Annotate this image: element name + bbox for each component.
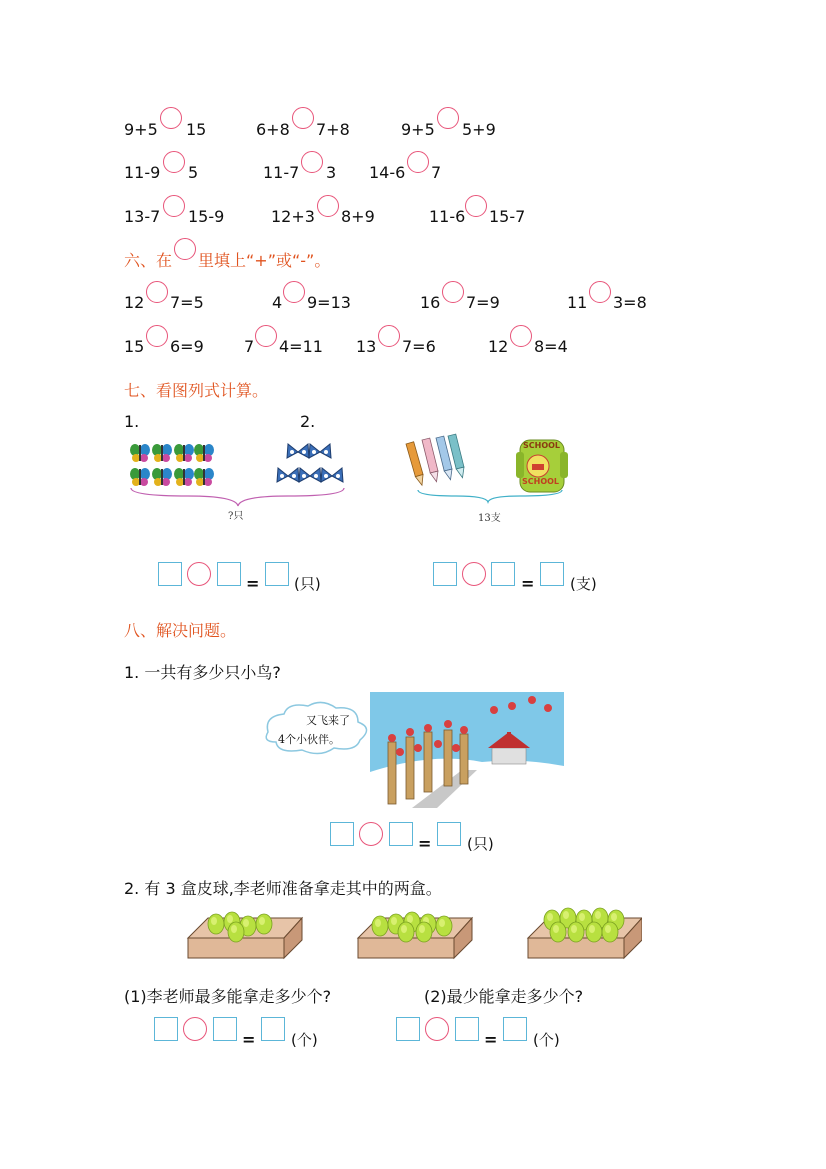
answer-box[interactable] xyxy=(330,822,354,846)
answer-box[interactable] xyxy=(217,562,241,586)
problem-label-2: 2. xyxy=(300,412,316,431)
answer-box[interactable] xyxy=(433,562,457,586)
expr-right: 7=9 xyxy=(466,293,500,312)
answer-circle[interactable] xyxy=(160,107,182,129)
answer-circle[interactable] xyxy=(163,151,185,173)
expr-right: 4=11 xyxy=(279,337,323,356)
expr: 8+9 xyxy=(341,207,375,226)
answer-box[interactable] xyxy=(437,822,461,846)
question-1: 1. 一共有多少只小鸟? xyxy=(124,663,281,682)
equals-sign: = xyxy=(246,574,260,593)
answer-circle[interactable] xyxy=(407,151,429,173)
answer-circle[interactable] xyxy=(510,325,532,347)
answer-circle[interactable] xyxy=(255,325,277,347)
expr: 11-7 xyxy=(263,163,300,182)
answer-circle[interactable] xyxy=(146,281,168,303)
equals-sign: = xyxy=(418,834,432,853)
answer-box[interactable] xyxy=(396,1017,420,1041)
expr: 13-7 xyxy=(124,207,161,226)
expr-left: 12 xyxy=(124,293,145,312)
cloud-line-2: 4个小伙伴。 xyxy=(278,733,340,746)
equals-sign: = xyxy=(484,1030,498,1049)
answer-box[interactable] xyxy=(389,822,413,846)
expr-right: 3=8 xyxy=(613,293,647,312)
subquestion-1: (1)李老师最多能拿走多少个? xyxy=(124,987,332,1006)
expr: 7 xyxy=(431,163,442,182)
answer-box[interactable] xyxy=(158,562,182,586)
brace-label-butterflies: ?只 xyxy=(228,511,244,522)
expr: 11-9 xyxy=(124,163,161,182)
section6-title-pre: 六、在 xyxy=(124,251,173,270)
unit-label: (只) xyxy=(294,575,321,593)
answer-box[interactable] xyxy=(154,1017,178,1041)
answer-box[interactable] xyxy=(455,1017,479,1041)
butterflies-illustration xyxy=(128,436,348,516)
operator-circle[interactable] xyxy=(359,822,383,846)
operator-circle[interactable] xyxy=(462,562,486,586)
cloud-line-1: 又飞来了 xyxy=(306,714,350,727)
expr: 14-6 xyxy=(369,163,406,182)
answer-circle[interactable] xyxy=(378,325,400,347)
answer-box[interactable] xyxy=(213,1017,237,1041)
ball-boxes-illustration xyxy=(186,906,642,960)
answer-box[interactable] xyxy=(261,1017,285,1041)
operator-circle[interactable] xyxy=(425,1017,449,1041)
expr: 12+3 xyxy=(271,207,315,226)
section6-title-post: 里填上“+”或“-”。 xyxy=(198,251,331,270)
answer-box[interactable] xyxy=(540,562,564,586)
answer-box[interactable] xyxy=(491,562,515,586)
unit-label: (个) xyxy=(291,1031,318,1049)
section7-title: 七、看图列式计算。 xyxy=(124,381,269,400)
unit-label: (个) xyxy=(533,1031,560,1049)
equals-sign: = xyxy=(242,1030,256,1049)
expr: 15-9 xyxy=(188,207,225,226)
section8-title: 八、解决问题。 xyxy=(124,621,237,640)
subquestion-2: (2)最少能拿走多少个? xyxy=(424,987,584,1006)
equals-sign: = xyxy=(521,574,535,593)
expr-right: 6=9 xyxy=(170,337,204,356)
expr: 9+5 xyxy=(401,120,435,139)
expr-left: 11 xyxy=(567,293,588,312)
operator-circle[interactable] xyxy=(183,1017,207,1041)
expr-left: 12 xyxy=(488,337,509,356)
expr-right: 9=13 xyxy=(307,293,351,312)
expr-right: 7=6 xyxy=(402,337,436,356)
bag-text-top: SCHOOL xyxy=(523,441,561,450)
operator-circle[interactable] xyxy=(187,562,211,586)
answer-circle[interactable] xyxy=(465,195,487,217)
expr: 5+9 xyxy=(462,120,496,139)
answer-box[interactable] xyxy=(503,1017,527,1041)
question-2: 2. 有 3 盒皮球,李老师准备拿走其中的两盒。 xyxy=(124,879,442,898)
expr-left: 16 xyxy=(420,293,441,312)
bag-text-bottom: SCHOOL xyxy=(522,477,560,486)
answer-circle[interactable] xyxy=(437,107,459,129)
expr: 9+5 xyxy=(124,120,158,139)
expr: 11-6 xyxy=(429,207,466,226)
expr-right: 7=5 xyxy=(170,293,204,312)
expr-left: 15 xyxy=(124,337,145,356)
expr: 7+8 xyxy=(316,120,350,139)
unit-label: (支) xyxy=(570,575,597,593)
answer-circle[interactable] xyxy=(283,281,305,303)
answer-circle[interactable] xyxy=(442,281,464,303)
answer-circle[interactable] xyxy=(589,281,611,303)
expr-right: 8=4 xyxy=(534,337,568,356)
expr-left: 4 xyxy=(272,293,283,312)
answer-circle[interactable] xyxy=(163,195,185,217)
title-circle xyxy=(174,238,196,260)
unit-label: (只) xyxy=(467,835,494,853)
expr: 6+8 xyxy=(256,120,290,139)
answer-box[interactable] xyxy=(265,562,289,586)
brace-label-pencils: 13支 xyxy=(478,513,501,524)
answer-circle[interactable] xyxy=(146,325,168,347)
expr: 15-7 xyxy=(489,207,526,226)
winter-birds-illustration xyxy=(262,692,564,808)
answer-circle[interactable] xyxy=(317,195,339,217)
answer-circle[interactable] xyxy=(292,107,314,129)
answer-circle[interactable] xyxy=(301,151,323,173)
expr-left: 13 xyxy=(356,337,377,356)
problem-label-1: 1. xyxy=(124,412,140,431)
expr: 5 xyxy=(188,163,199,182)
expr: 15 xyxy=(186,120,207,139)
expr-left: 7 xyxy=(244,337,255,356)
expr: 3 xyxy=(326,163,337,182)
